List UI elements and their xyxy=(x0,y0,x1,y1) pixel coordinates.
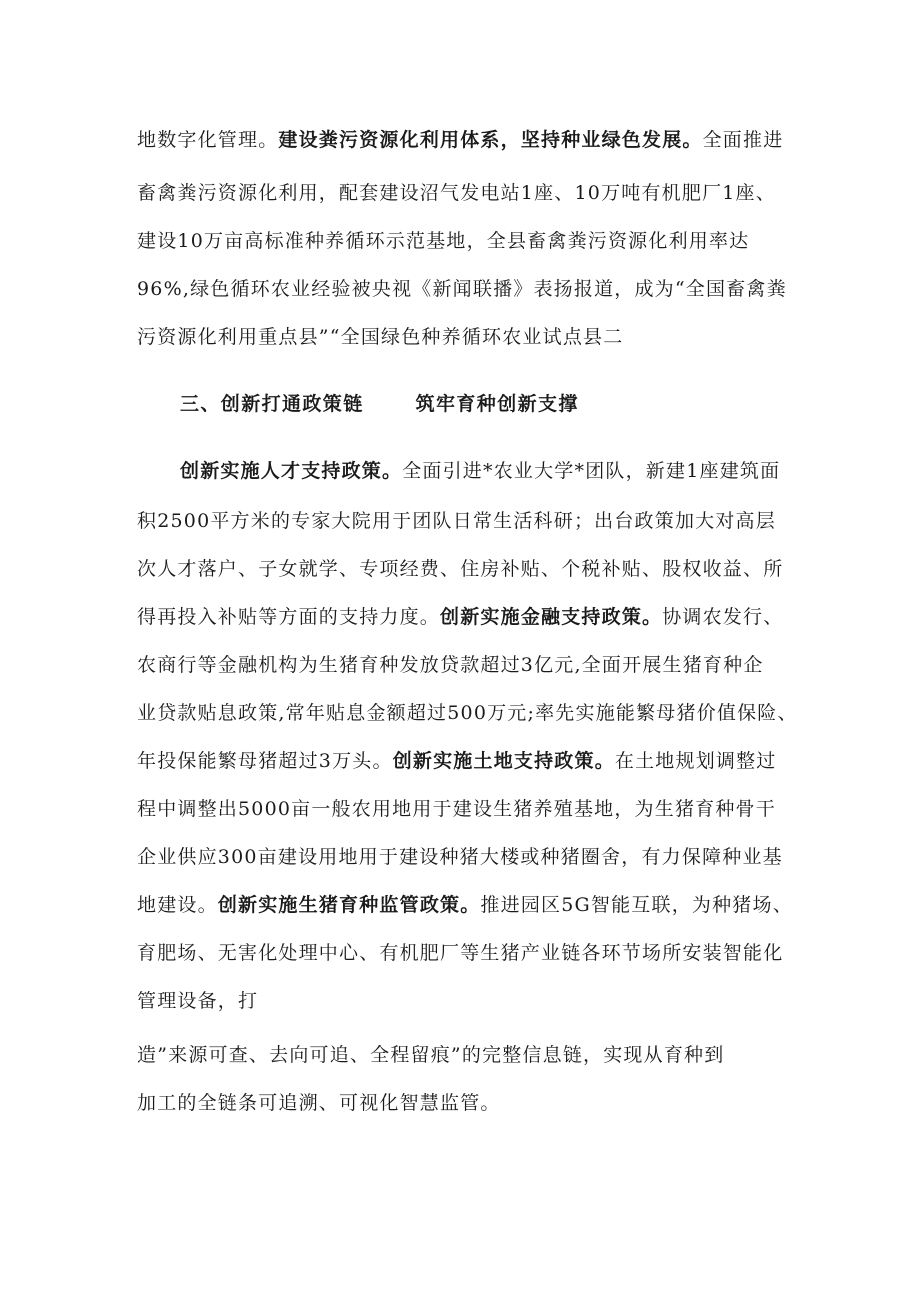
bold-run: 创新实施生猪育种监管政策。 xyxy=(217,894,481,916)
paragraph-2-line-6: 业贷款贴息政策,常年贴息金额超过500万元;率先实施能繁母猪价值保险、 xyxy=(137,702,798,724)
heading-part-2: 筑牢育种创新支撑 xyxy=(415,393,579,415)
text-run: 推进园区5G智能互联，为种猪场、 xyxy=(480,894,793,916)
paragraph-2-line-1 xyxy=(180,458,780,484)
text-run: 协调农发行、 xyxy=(662,606,784,628)
paragraph-1-line-5: 污资源化利用重点县”“全国绿色种养循环农业试点县二 xyxy=(137,326,624,348)
text-run: 年投保能繁母猪超过3万头。 xyxy=(137,750,393,772)
paragraph-1-line-2: 畜禽粪污资源化利用，配套建设沼气发电站1座、10万吨有机肥厂1座、 xyxy=(137,182,776,204)
paragraph-2-line-5: 农商行等金融机构为生猪育种发放贷款超过3亿元,全面开展生猪育种企 xyxy=(137,654,764,676)
text-run: 全面引进*农业大学*团队，新建1座建筑面 xyxy=(402,460,781,482)
bold-run: 建设粪污资源化利用体系，坚持种业绿色发展。 xyxy=(278,129,703,151)
bold-run: 创新实施金融支持政策。 xyxy=(440,606,663,628)
paragraph-2-line-14: 加工的全链条可追溯、可视化智慧监管。 xyxy=(137,1092,501,1114)
bold-run: 创新实施土地支持政策。 xyxy=(392,750,615,772)
paragraph-2-line-10 xyxy=(137,892,793,918)
paragraph-2-line-3: 次人才落户、子女就学、专项经费、住房补贴、个税补贴、股权收益、所 xyxy=(137,558,784,580)
paragraph-1-line-3: 建设10万亩高标准种养循环示范基地，全县畜禽粪污资源化利用率达 xyxy=(137,230,750,252)
paragraph-2-line-13: 造”来源可查、去向可追、全程留痕”的完整信息链，实现从育种到 xyxy=(137,1044,725,1066)
paragraph-2-line-8: 程中调整出5000亩一般农用地用于建设生猪养殖基地，为生猪育种骨干 xyxy=(137,798,776,820)
paragraph-2-line-7 xyxy=(137,748,777,774)
paragraph-2-line-9: 企业供应300亩建设用地用于建设种猪大楼或种猪圈舍，有力保障种业基 xyxy=(137,846,783,868)
text-run: 地建设。 xyxy=(137,894,218,916)
paragraph-1-line-4: 96%,绿色循环农业经验被央视《新闻联播》表扬报道，成为“全国畜禽粪 xyxy=(137,278,787,300)
paragraph-2-line-11: 育肥场、无害化处理中心、有机肥厂等生猪产业链各环节场所安装智能化 xyxy=(137,942,784,964)
section-heading xyxy=(180,391,579,417)
text-run: 全面推进 xyxy=(702,129,784,151)
text-run: 地数字化管理。 xyxy=(137,129,279,151)
paragraph-2-line-2: 积2500平方米的专家大院用于团队日常生活科研；出台政策加大对高层 xyxy=(137,510,776,532)
text-run: 在土地规划调整过 xyxy=(614,750,777,772)
text-run: 得再投入补贴等方面的支持力度。 xyxy=(137,606,441,628)
paragraph-1-line-1 xyxy=(137,127,783,153)
paragraph-2-line-4 xyxy=(137,604,783,630)
heading-part-1: 三、创新打通政策链 xyxy=(180,393,364,415)
bold-run: 创新实施人才支持政策。 xyxy=(180,460,403,482)
paragraph-2-line-12: 管理设备，打 xyxy=(137,990,259,1012)
